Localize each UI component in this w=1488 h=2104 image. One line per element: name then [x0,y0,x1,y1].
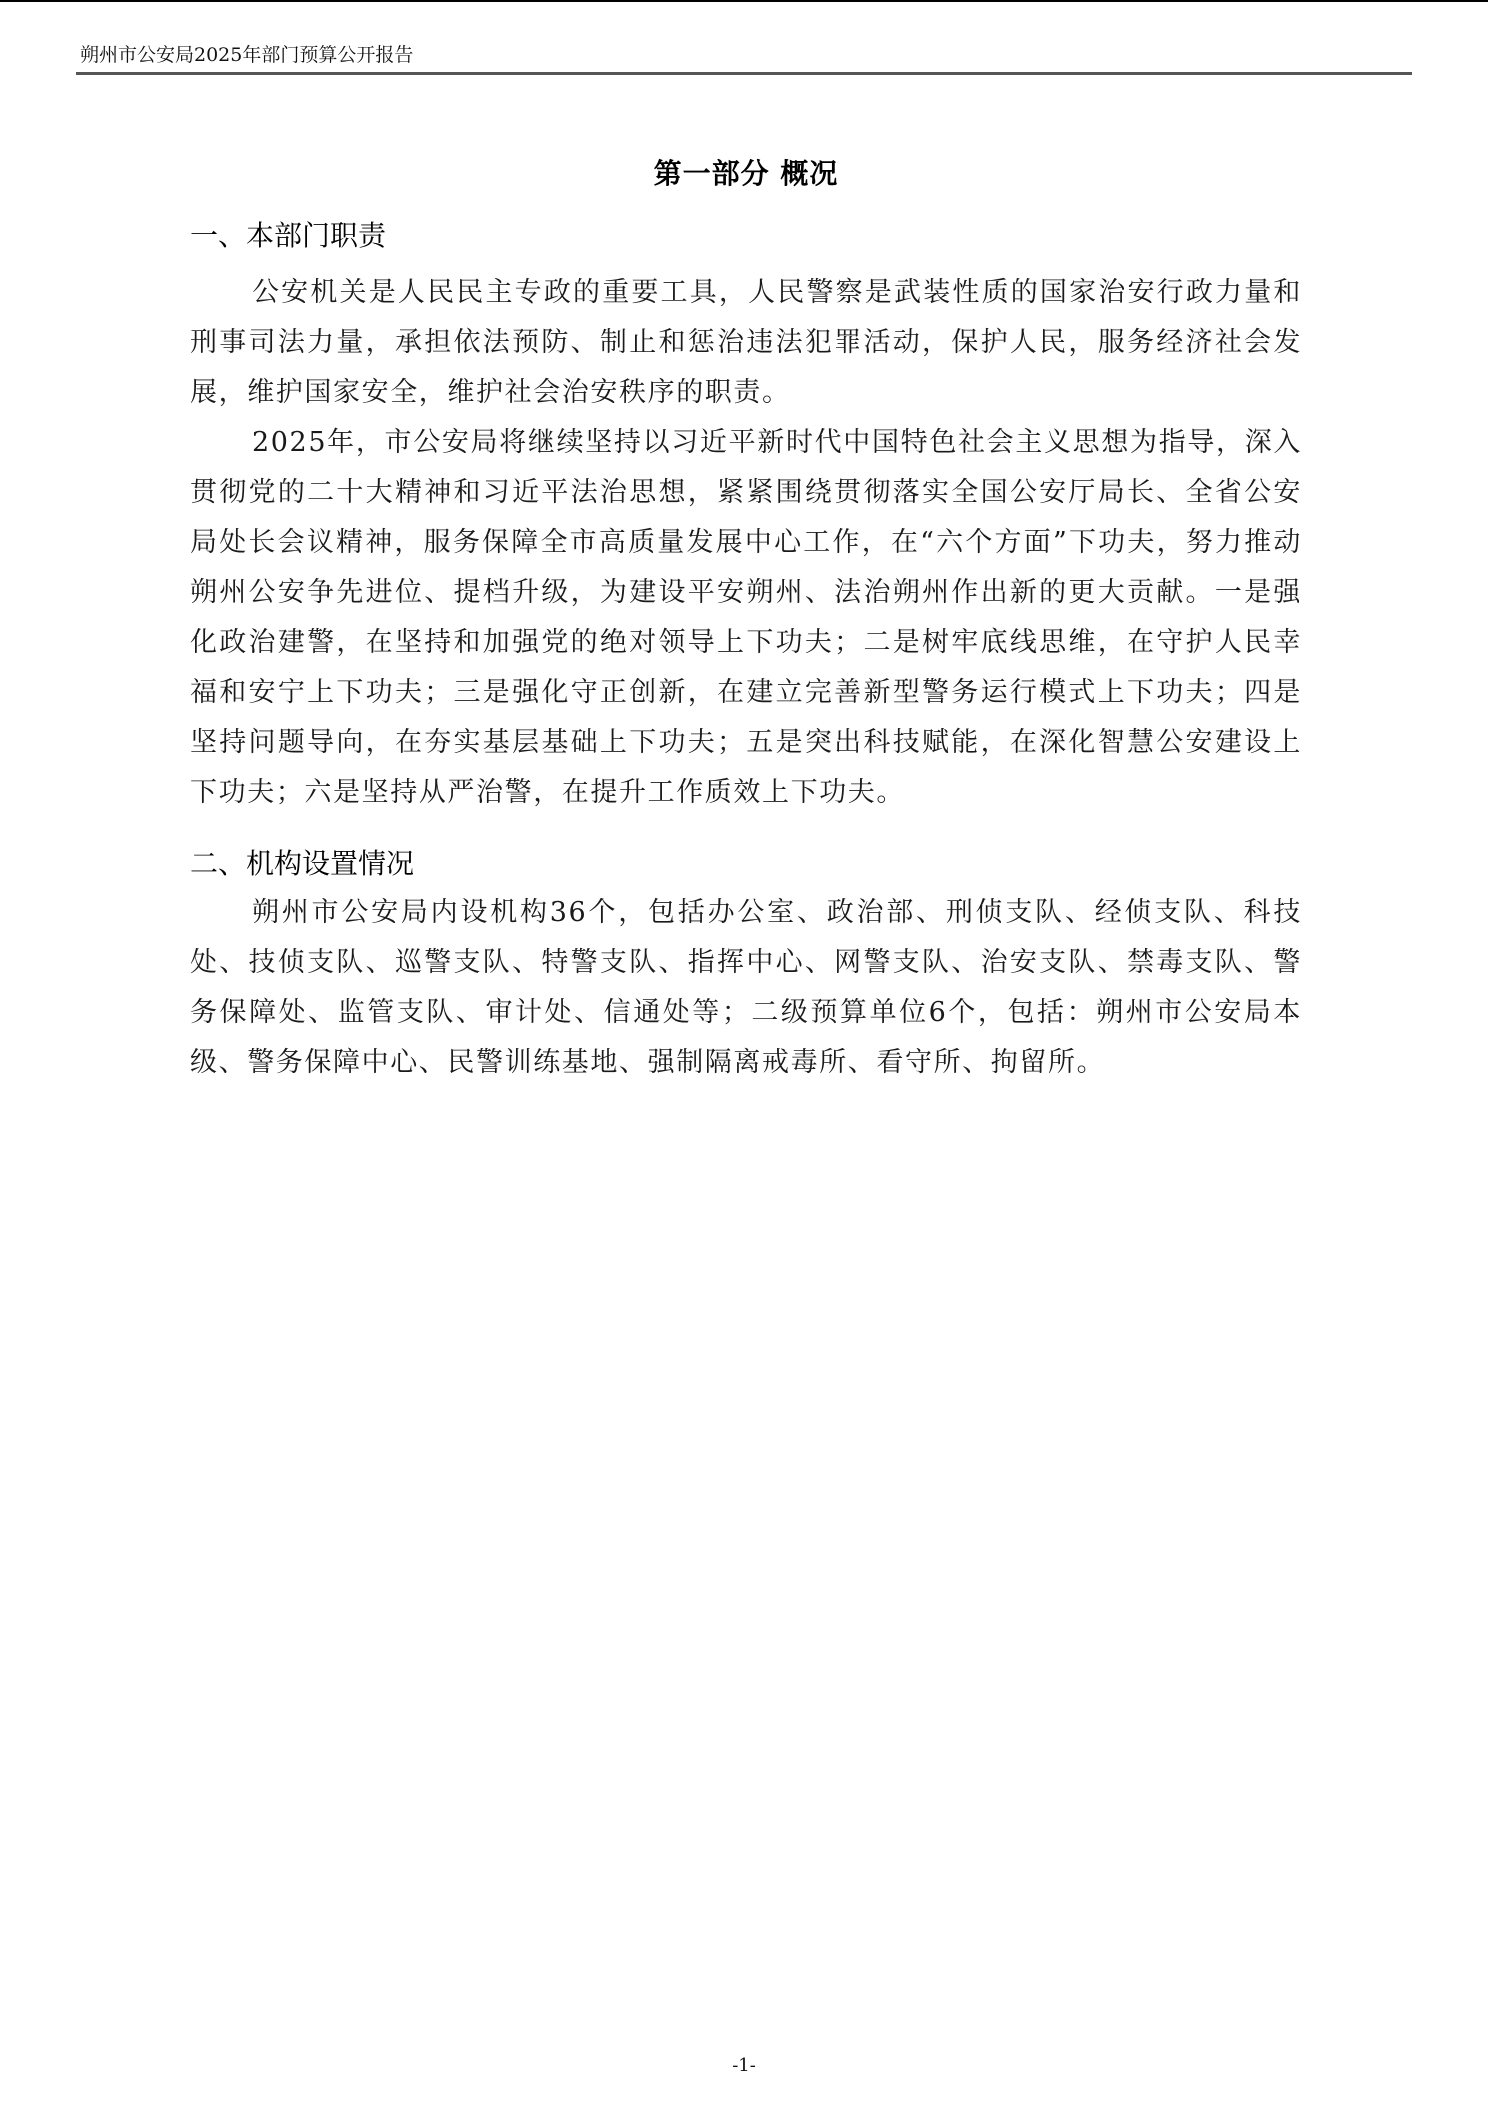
paragraph-duties-1: 公安机关是人民民主专政的重要工具，人民警察是武装性质的国家治安行政力量和刑事司法力量，承担依法预防、制止和惩治违法犯罪活动，保护人民，服务经济社会发展，维护国家安全，维护社会治安秩序的职责。 [190,277,1302,408]
section-heading-organization: 二、机构设置情况 [190,847,415,880]
paragraph-duties-2: 2025年，市公安局将继续坚持以习近平新时代中国特色社会主义思想为指导，深入贯彻党的二十大精神和习近平法治思想，紧紧围绕贯彻落实全国公安厅局长、全省公安局处长会议精神，服务保障全市高质量发展中心工作，在“六个方面”下功夫，努力推动朔州公安争先进位、提档升级，为建设平安朔州、法治朔州作出新的更大贡献。一是强化政治建警，在坚持和加强党的绝对领导上下功夫；二是树牢底线思维，在守护人民幸福和安宁上下功夫；三是强化守正创新，在建立完善新型警务运行模式上下功夫；四是坚持问题导向，在夯实基层基础上下功夫；五是突出科技赋能，在深化智慧公安建设上下功夫；六是坚持从严治警，在提升工作质效上下功夫。 [190,427,1302,808]
section-heading-duties: 一、本部门职责 [190,219,387,252]
running-header-title: 朔州市公安局2025年部门预算公开报告 [80,44,414,66]
part-title: 第一部分 概况 [653,157,839,190]
header-rule [76,72,1412,75]
page-number: -1- [732,2055,756,2076]
page-top-border [0,0,1488,2]
paragraph-organization-1: 朔州市公安局内设机构36个，包括办公室、政治部、刑侦支队、经侦支队、科技处、技侦支队、巡警支队、特警支队、指挥中心、网警支队、治安支队、禁毒支队、警务保障处、监管支队、审计处、信通处等；二级预算单位6个，包括：朔州市公安局本级、警务保障中心、民警训练基地、强制隔离戒毒所、看守所、拘留所。 [190,897,1302,1078]
document-body [190,150,1302,1088]
